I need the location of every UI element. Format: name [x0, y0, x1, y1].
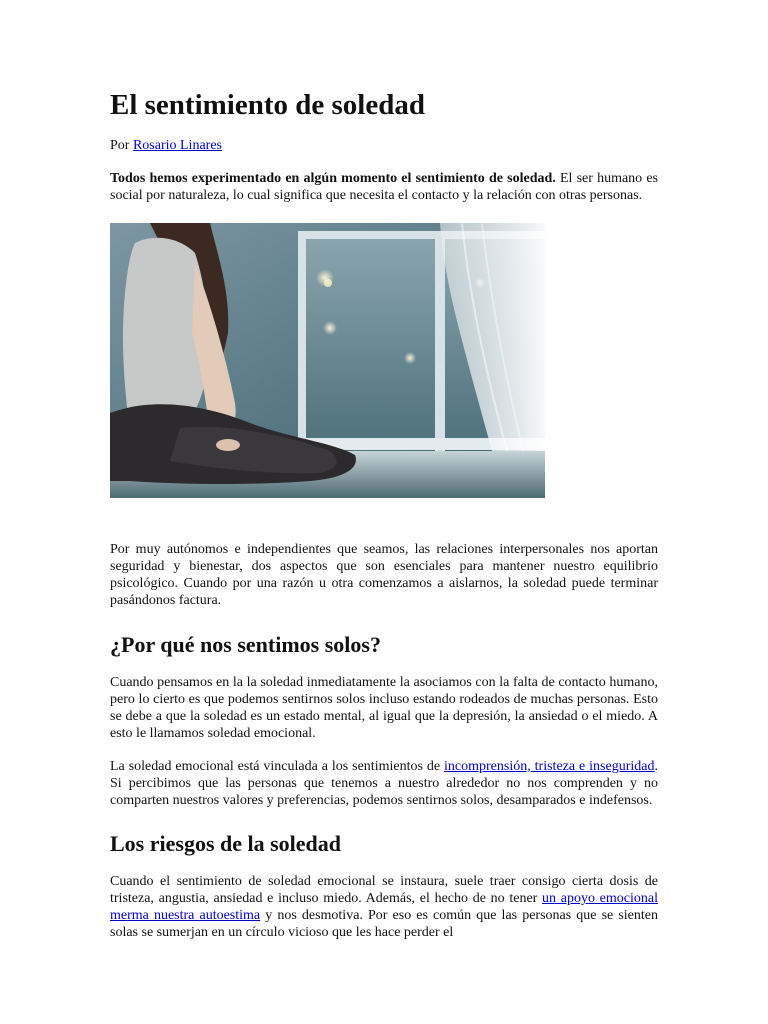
section-heading-2: Los riesgos de la soledad: [110, 831, 342, 856]
paragraph-2: Por muy autónomos e independientes que seamos, las relaciones interpersonales nos aportan seguridad y bienestar, dos aspectos que son esenciales para mantener nuestro equilibrio psicológico. Cuando por una razón u otra comenzamos a aislarnos, la soledad puede terminar pasándonos factura.: [110, 542, 658, 608]
article-photo: [110, 223, 545, 498]
paragraph-4-text-before: La soledad emocional está vinculada a los sentimientos de: [110, 759, 445, 774]
intro-bold-text: Todos hemos experimentado en algún momento el sentimiento de soledad.: [110, 171, 556, 186]
intro-paragraph: [110, 170, 658, 204]
byline: [110, 137, 658, 154]
link-apoyo-emocional[interactable]: un apoyo emocional merma nuestra autoestima: [110, 891, 658, 923]
section-heading-1: ¿Por qué nos sentimos solos?: [110, 632, 381, 657]
paragraph-5-text-after: y nos desmotiva. Por eso es común que las personas que se sienten solas se sumerjan en un círculo vicioso que les hace perder el: [110, 908, 658, 940]
paragraph-5-text-before: Cuando el sentimiento de soledad emocional se instaura, suele traer consigo cierta dosis de tristeza, angustia, ansiedad e incluso miedo. Además, el hecho de no tener: [110, 874, 658, 906]
paragraph-4-text-after: . Si percibimos que las personas que tenemos a nuestro alrededor no nos comprenden y no comparten nuestros valores y preferencias, podemos sentirnos solos, desamparados e indefensos.: [110, 759, 658, 808]
paragraph-4: [110, 758, 658, 809]
byline-prefix: Por: [110, 138, 133, 153]
link-incomprension[interactable]: incomprensión, tristeza e inseguridad: [444, 759, 655, 774]
article-title: El sentimiento de soledad: [110, 89, 425, 121]
paragraph-3: Cuando pensamos en la la soledad inmediatamente la asociamos con la falta de contacto humano, pero lo cierto es que podemos sentirnos solos incluso estando rodeados de muchas personas. Esto se debe a que la soledad es un estado mental, al igual que la depresión, la ansiedad o el miedo. A esto le llamamos soledad emocional.: [110, 675, 658, 741]
intro-text: El ser humano es social por naturaleza, lo cual significa que necesita el contacto y la relación con otras personas.: [110, 171, 659, 203]
author-link[interactable]: Rosario Linares: [132, 138, 222, 153]
paragraph-5: [110, 873, 658, 941]
